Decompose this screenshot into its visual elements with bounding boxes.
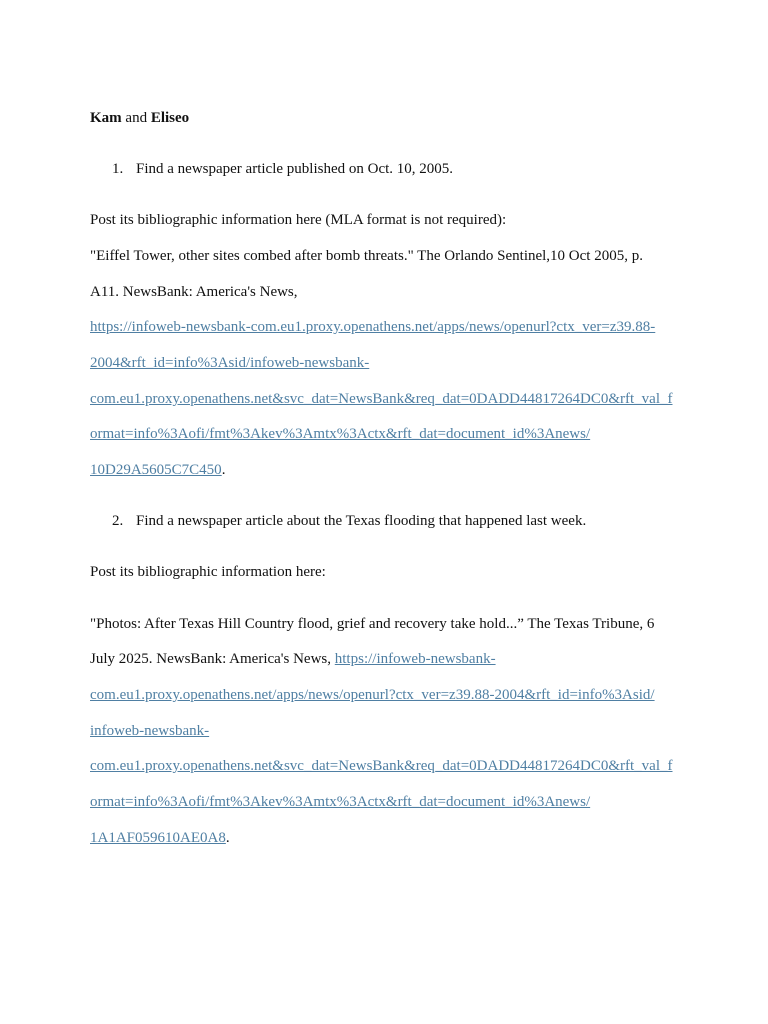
question-2-instruction: Post its bibliographic information here: (90, 564, 326, 580)
question-1-url-line (90, 425, 590, 443)
question-1-instruction: Post its bibliographic information here (MLA format is not required): (90, 212, 507, 228)
question-2-url-line (90, 829, 230, 847)
question-2-citation-line-2: July 2025. NewsBank: America's News, (90, 651, 332, 667)
question-1-url-line (90, 461, 225, 479)
question-2-url-link[interactable]: 1A1AF059610AE0A8 (90, 830, 226, 846)
question-1-citation-line-2: A11. NewsBank: America's News, (90, 284, 298, 300)
question-2-citation-line-1: "Photos: After Texas Hill Country flood, grief and recovery take hold...” The Texas Tribune, 6 (90, 616, 655, 632)
author-name-2: Eliseo (150, 110, 190, 126)
question-1-url-link[interactable]: 2004&rft_id=info%3Asid/infoweb-newsbank- (90, 355, 370, 371)
question-2-prompt: Find a newspaper article about the Texas flooding that happened last week. (136, 513, 587, 529)
author-line (90, 109, 189, 127)
question-2-url-link[interactable]: com.eu1.proxy.openathens.net&svc_dat=NewsBank&req_dat=0DADD44817264DC0&rft_val_f (90, 758, 673, 774)
question-1-citation-line-1: "Eiffel Tower, other sites combed after bomb threats." The Orlando Sentinel,10 Oct 2005, p. (90, 248, 643, 264)
question-1-prompt: Find a newspaper article published on Oct. 10, 2005. (136, 161, 454, 177)
question-1-url-line (90, 390, 673, 408)
question-1-url-line (90, 354, 369, 372)
author-conjunction: and (125, 110, 148, 126)
question-1-url-line (90, 318, 655, 336)
question-2-url-line (90, 793, 590, 811)
question-1-url-link[interactable]: 10D29A5605C7C450 (90, 462, 222, 478)
question-2-end-punctuation: . (225, 830, 230, 846)
question-2-url-link[interactable]: infoweb-newsbank- (90, 723, 210, 739)
question-1-url-link[interactable]: https://infoweb-newsbank-com.eu1.proxy.openathens.net/apps/news/openurl?ctx_ver=z39.88- (90, 319, 656, 335)
author-name-1: Kam (90, 110, 122, 126)
question-2-url-link[interactable]: https://infoweb-newsbank- (334, 651, 496, 667)
question-2-url-link[interactable]: ormat=info%3Aofi/fmt%3Akev%3Amtx%3Actx&rft_dat=document_id%3Anews/ (90, 794, 591, 810)
question-2-number: 2. (112, 513, 124, 529)
question-2-url-link[interactable]: com.eu1.proxy.openathens.net/apps/news/openurl?ctx_ver=z39.88-2004&rft_id=info%3Asid/ (90, 687, 655, 703)
question-1-end-punctuation: . (221, 462, 226, 478)
question-2-citation-line-2-wrapper (90, 650, 496, 668)
question-1-number: 1. (112, 161, 124, 177)
question-1-url-link[interactable]: com.eu1.proxy.openathens.net&svc_dat=NewsBank&req_dat=0DADD44817264DC0&rft_val_f (90, 391, 673, 407)
question-1-url-link[interactable]: ormat=info%3Aofi/fmt%3Akev%3Amtx%3Actx&rft_dat=document_id%3Anews/ (90, 426, 591, 442)
question-2-url-line (90, 722, 209, 740)
question-2-url-line (90, 686, 655, 704)
question-2-url-line (90, 757, 673, 775)
